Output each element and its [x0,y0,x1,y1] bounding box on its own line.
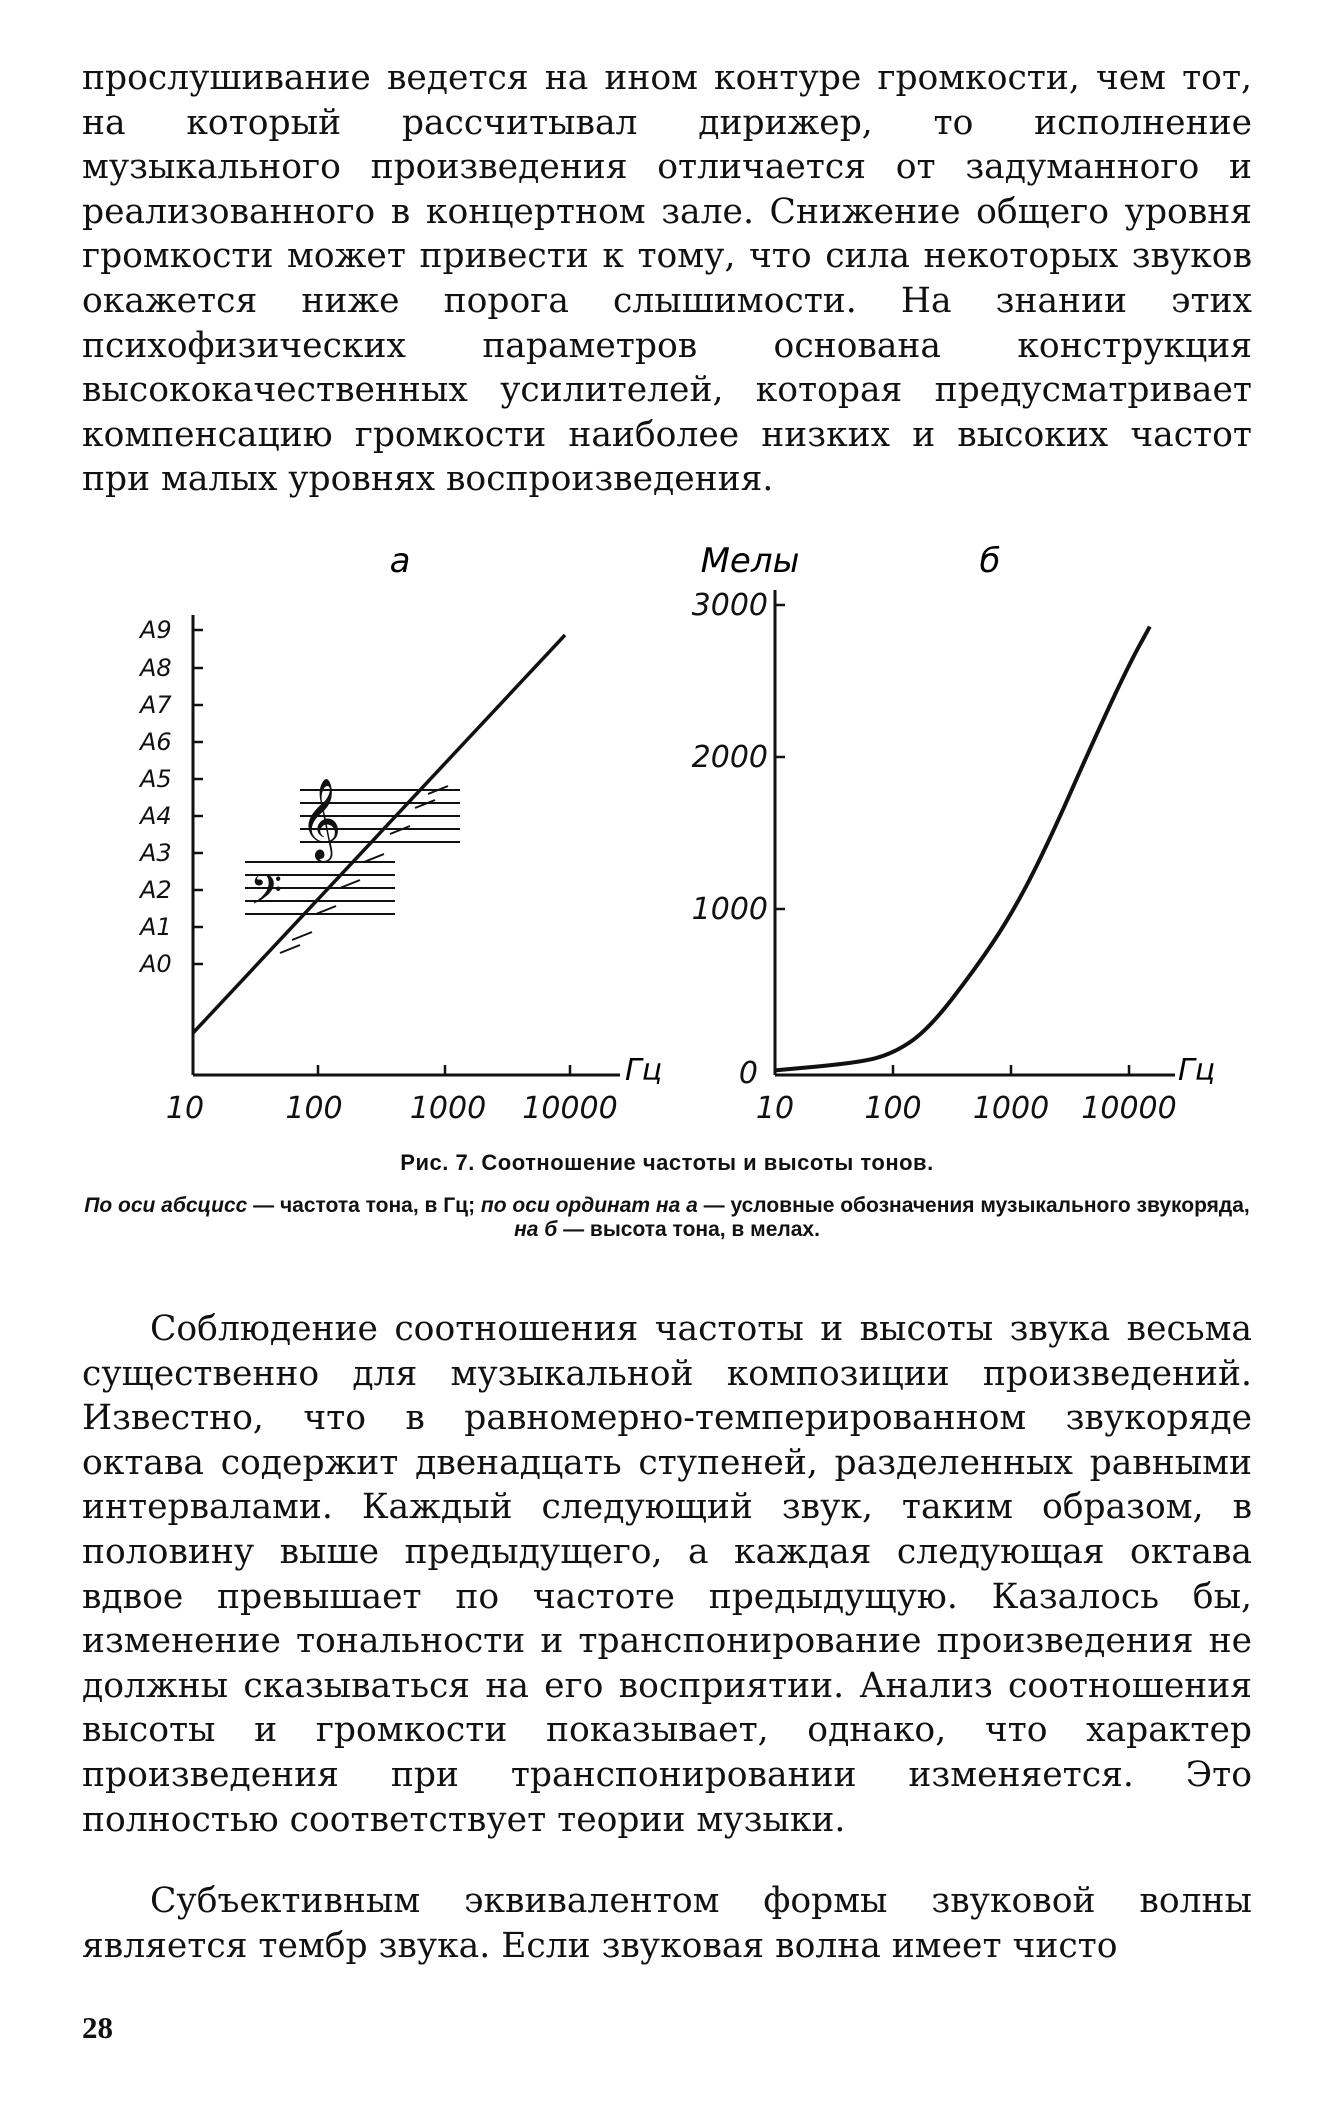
y-tick-b-0: 0 [738,1056,758,1091]
figure-caption [82,1150,1252,1242]
panel-b-y-unit: Мелы [700,541,800,581]
panel-a-x-unit: Гц [625,1053,663,1088]
paragraph-1: прослушивание ведется на ином контуре громкости, чем тот, на который рассчитывал дирижер, то исполнение музыкального произведения отличается от задуманного и реализованного в концертном зале. Снижение общего уровня громкости может привести к тому, что сила некоторых звуков окажется ниже порога слышимости. На знании этих психофизических параметров основана конструкция высококачественных усилителей, которая предусматривает компенсацию громкости наиболее низких и высоких частот при малых уровнях воспроизведения. [82,58,1252,500]
x-tick-a-10000: 10000 [522,1091,618,1126]
panel-b-x-tick-labels [756,1091,1177,1126]
panel-b-label: б [979,541,1001,581]
x-tick-a-100: 100 [285,1091,343,1126]
x-tick-a-10: 10 [165,1091,205,1126]
caption-italic-5: на б [514,1218,558,1241]
caption-text-4: — условные обозначения музыкального звукоряда, [697,1194,1250,1217]
y-tick-b-1000: 1000 [691,892,768,927]
panel-b-axes [775,590,1175,1075]
y-tick-a8: A8 [140,654,172,682]
caption-title: Рис. 7. Соотношение частоты и высоты тонов. [400,1150,934,1175]
panel-a-x-tick-labels [166,1091,618,1126]
panel-b-mel-curve [775,627,1150,1071]
x-tick-b-100: 100 [864,1091,922,1126]
panel-a-pitch-line [193,635,565,1033]
caption-text-6: — высота тона, в мелах. [557,1218,820,1241]
y-tick-a1: A1 [140,913,172,941]
y-tick-a9: A9 [140,616,172,644]
panel-b-y-tick-labels [692,588,768,1091]
figure-7 [0,520,1319,1150]
x-tick-a-1000: 1000 [409,1091,487,1126]
caption-italic-1: По оси абсцисс [84,1194,248,1217]
y-tick-a0: A0 [140,950,172,978]
y-tick-a2: A2 [140,876,172,904]
y-tick-b-2000: 2000 [691,740,768,775]
caption-italic-3: по оси ординат на а [480,1194,698,1217]
y-tick-a7: A7 [140,691,172,719]
bass-clef-icon: 𝄢 [250,866,283,924]
panel-a-label: а [389,541,411,581]
caption-text [82,1194,1252,1242]
caption-text-2: — частота тона, в Гц; [247,1194,481,1217]
x-tick-b-10: 10 [755,1091,795,1126]
x-tick-b-1000: 1000 [972,1091,1050,1126]
y-tick-a4: A4 [140,802,172,830]
paragraph-3: Субъективным эквивалентом формы звуковой волны является тембр звука. Если звуковая волна имеет чисто [82,1881,1252,1966]
panel-b-x-unit: Гц [1178,1053,1216,1088]
paragraph-2: Соблюдение соотношения частоты и высоты звука весьма существенно для музыкальной композиции произведений. Известно, что в равномерно-темперированном звукоряде октава содержит двенадцать ступеней, разделенных равными интервалами. Каждый следующий звук, таким образом, в половину выше предыдущего, а каждая следующая октава вдвое превышает по частоте предыдущую. Казалось бы, изменение тональности и транспонирование произведения не должны сказываться на его восприятии. Анализ соотношения высоты и громкости показывает, однако, что характер произведения при транспонировании изменяется. Это полностью соответствует теории музыки. [82,1309,1252,1840]
page-number: 28 [82,2010,113,2045]
panel-a-axes [193,615,620,1075]
x-tick-b-10000: 10000 [1081,1091,1177,1126]
panel-a-y-tick-labels [138,616,172,978]
y-tick-a3: A3 [140,839,172,867]
y-tick-a6: A6 [140,728,172,756]
treble-clef-icon: 𝄞 [300,777,342,859]
y-tick-a5: A5 [140,765,172,793]
y-tick-b-3000: 3000 [691,588,768,623]
